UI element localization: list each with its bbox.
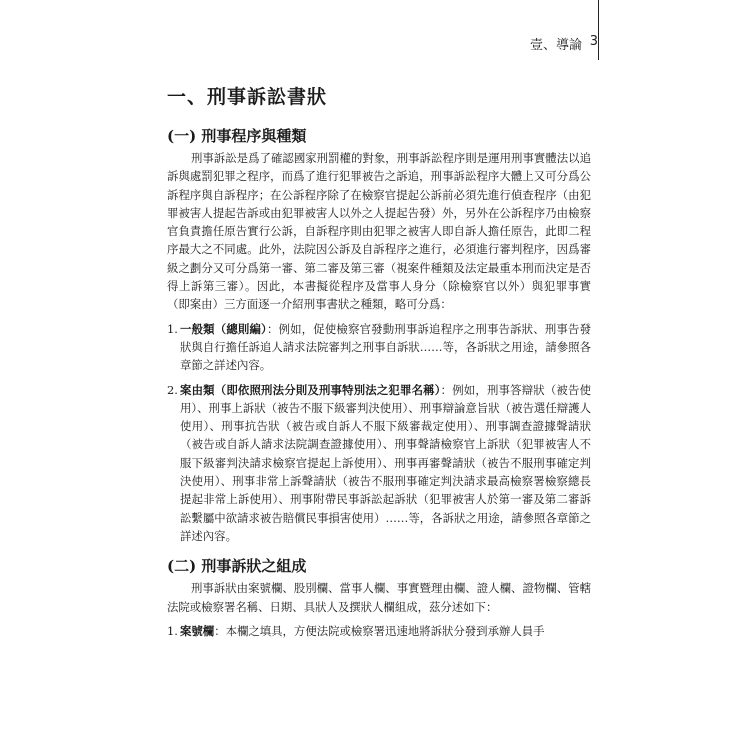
list-item-text (180, 320, 591, 375)
list-item-term: 案號欄 (180, 623, 215, 638)
section-procedure (167, 125, 591, 545)
list-item-number: 1. (167, 321, 178, 336)
chapter-title: 一、刑事訴訟書狀 (167, 86, 328, 108)
list-item-number: 2. (167, 382, 178, 397)
list-item-number: 1. (167, 623, 178, 638)
list-item-text (180, 381, 591, 546)
section-paragraph: 刑事訴訟是爲了確認國家刑罰權的對象，刑事訴訟程序則是運用刑事實體法以追訴與處罰犯罪之程序，而爲了進行犯罪被告之訴追，刑事訴訟程序大體上又可分爲公訴程序與自訴程序；在公訴程序除了在檢察官提起公訴前必須先進行偵查程序（由犯罪被害人提起告訴或由犯罪被害人以外之人提起告發）外，另外在公訴程序乃由檢察官負責擔任原告實行公訴，自訴程序則由犯罪之被害人即自訴人擔任原告，此即二程序最大之不同處。此外，法院因公訴及自訴程序之進行，必須進行審判程序，因爲審級之劃分又可分爲第一審、第二審及第三審（視案件種類及法定最重本刑而決定是否得上訴第三審）。因此，本書擬從程序及當事人身分（除檢察官以外）與犯罪事實（即案由）三方面逐一介紹刑事書狀之種類，略可分爲： (167, 151, 591, 312)
list-item (167, 622, 591, 640)
page-number: 3 (589, 34, 598, 49)
list-item-text (180, 622, 591, 640)
section-gap (167, 545, 591, 555)
list-item-body: ：例如，刑事答辯狀（被告使用）、刑事上訴狀（被告不服下級審判決使用）、刑事辯論意旨狀（被告選任辯護人使用）、刑事抗告狀（被告或自訴人不服下級審裁定使用）、刑事調查證據聲請狀（被告或自訴人請求法院調查證據使用）、刑事聲請檢察官上訴狀（犯罪被害人不服下級審判決請求檢察官提起上訴使用）、刑事再審聲請狀（被告不服刑事確定判決使用）、刑事非常上訴聲請狀（被告不服刑事確定判決請求最高檢察署檢察總長提起非常上訴使用）、刑事附帶民事訴訟起訴狀（犯罪被害人於第一審及第二審訴訟繫屬中欲請求被告賠償民事損害使用）……等，各訴狀之用途，請參照各章節之詳述內容。 (180, 382, 591, 543)
section-paragraph: 刑事訴狀由案號欄、股別欄、當事人欄、事實暨理由欄、證人欄、證物欄、管轄法院或檢察署名稱、日期、具狀人及撰狀人欄組成，茲分述如下： (167, 581, 591, 614)
list-item-body: ：例如，促使檢察官發動刑事訴追程序之刑事告訴狀、刑事告發狀與自行擔任訴追人請求法院審判之刑事自訴狀……等，各訴狀之用途，請參照各章節之詳述內容。 (180, 321, 591, 373)
list-item (167, 381, 591, 546)
list-item-term: 案由類（即依照刑法分則及刑事特別法之犯罪名稱） (180, 382, 441, 397)
list-item-term: 一般類（總則編） (180, 321, 267, 336)
header-rule (598, 0, 599, 60)
list-item-body: ：本欄之填具，方便法院或檢察署迅速地將訴狀分發到承辦人員手 (214, 623, 545, 638)
running-title: 壹、導論 (529, 38, 582, 53)
section-title: (二) 刑事訴狀之組成 (167, 557, 307, 576)
section-title: (一) 刑事程序與種類 (167, 127, 307, 145)
list-item (167, 320, 591, 375)
page-body (167, 82, 591, 640)
section-composition (167, 555, 591, 640)
